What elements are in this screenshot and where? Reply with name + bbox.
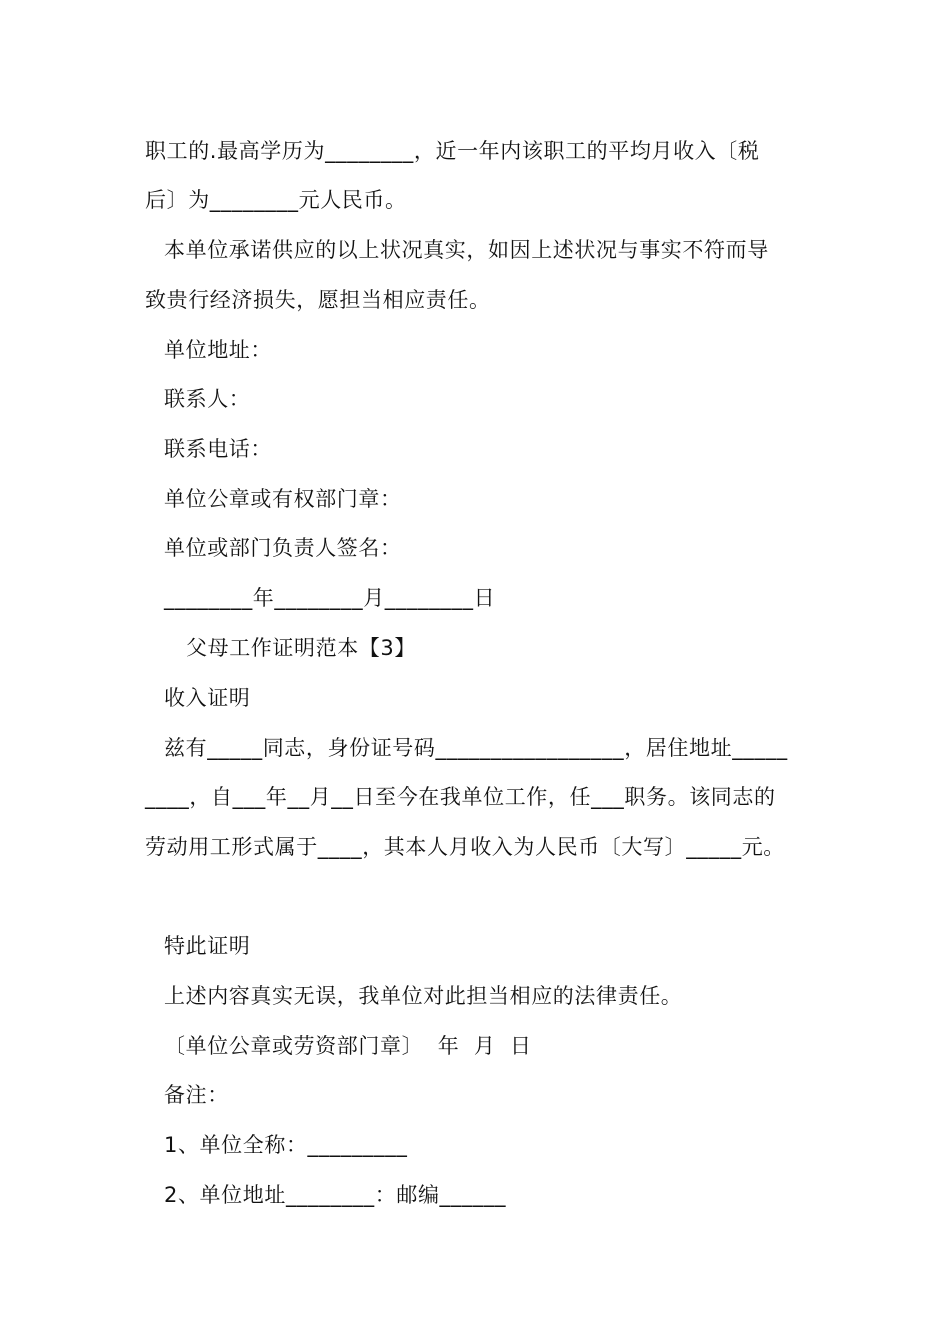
contact-label: 联系人： [164, 387, 251, 411]
paragraph-line: 后〕为________元人民币。 [145, 188, 407, 212]
closing-statement: 特此证明 [164, 934, 251, 958]
date-line: ________年________月________日 [164, 586, 496, 610]
declaration-line: 上述内容真实无误，我单位对此担当相应的法律责任。 [164, 984, 683, 1008]
paragraph-line: 致贵行经济损失，愿担当相应责任。 [145, 288, 491, 312]
signature-label: 单位或部门负责人签名： [164, 536, 402, 560]
seal-date-line: 〔单位公章或劳资部门章〕 年 月 日 [164, 1034, 532, 1058]
paragraph-line: 本单位承诺供应的以上状况真实，如因上述状况与事实不符而导 [164, 238, 769, 262]
paragraph-line: 劳动用工形式属于____，其本人月收入为人民币〔大写〕_____元。 [145, 835, 785, 859]
section-heading: 父母工作证明范本【3】 [186, 636, 416, 660]
certificate-title: 收入证明 [164, 686, 251, 710]
notes-heading: 备注： [164, 1083, 229, 1107]
paragraph-line: 职工的.最高学历为________，近一年内该职工的平均月收入〔税 [145, 139, 760, 163]
note-item: 2、单位地址________：邮编______ [164, 1183, 507, 1207]
paragraph-line: 兹有_____同志，身份证号码_________________，居住地址_____ [164, 736, 788, 760]
note-item: 1、单位全称：_________ [164, 1133, 408, 1157]
seal-label: 单位公章或有权部门章： [164, 487, 402, 511]
phone-label: 联系电话： [164, 437, 272, 461]
paragraph-line: ____，自___年__月__日至今在我单位工作，任___职务。该同志的 [145, 785, 776, 809]
address-label: 单位地址： [164, 338, 272, 362]
